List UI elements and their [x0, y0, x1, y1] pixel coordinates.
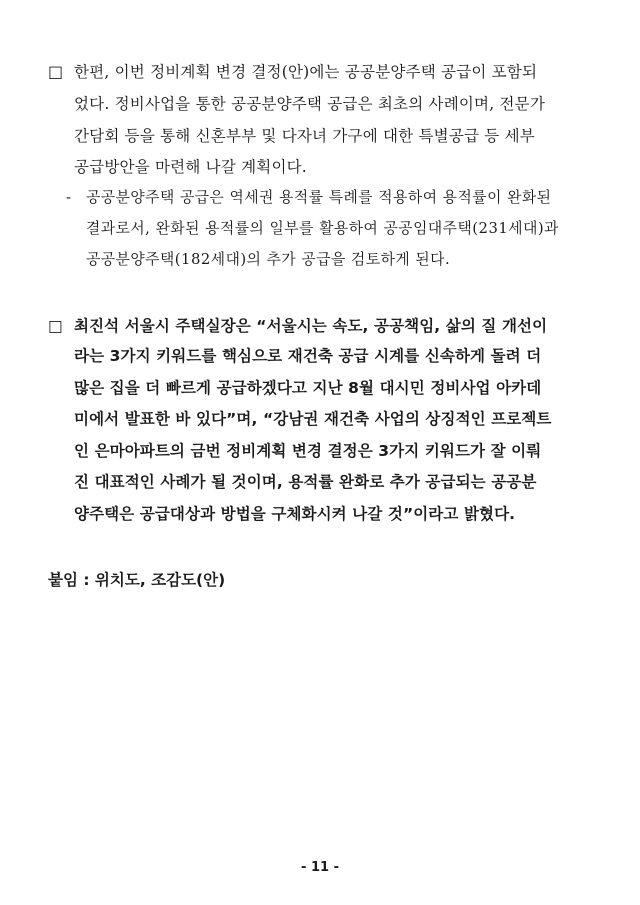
quote-line: 인 은마아파트의 금번 정비계획 변경 결정은 3가지 키워드가 잘 이뤄: [74, 442, 542, 460]
subitem-line: 공공분양주택(182세대)의 추가 공급을 검토하게 된다.: [86, 251, 451, 268]
paragraph-bullet: □: [48, 317, 63, 335]
paragraph-line: 었다. 정비사업을 통한 공공분양주택 공급은 최초의 사례이며, 전문가: [74, 95, 545, 113]
subitem-line: 공공분양주택 공급은 역세권 용적률 특례를 적용하여 용적률이 완화된: [86, 189, 552, 206]
quote-line: 미에서 발표한 바 있다”며, “강남권 재건축 사업의 상징적인 프로젝트: [74, 410, 552, 428]
attachment-note: 붙임 : 위치도, 조감도(안): [48, 571, 226, 589]
paragraph-line: 한편, 이번 정비계획 변경 결정(안)에는 공공분양주택 공급이 포함되: [74, 63, 538, 81]
quote-line: 라는 3가지 키워드를 핵심으로 재건축 공급 시계를 신속하게 돌려 더: [74, 347, 542, 365]
subitem-dash: -: [66, 189, 72, 206]
subitem-line: 결과로서, 완화된 용적률의 일부를 활용하여 공공임대주택(231세대)과: [86, 220, 559, 237]
quote-line: 많은 집을 더 빠르게 공급하겠다고 지난 8월 대시민 정비사업 아카데: [74, 379, 542, 397]
paragraph-bullet: □: [48, 62, 64, 81]
quote-line: 진 대표적인 사례가 될 것이며, 용적률 완화로 추가 공급되는 공공분: [74, 473, 537, 491]
quote-line: 최진석 서울시 주택실장은 “서울시는 속도, 공공책임, 삶의 질 개선이: [74, 317, 548, 335]
paragraph-line: 간담회 등을 통해 신혼부부 및 다자녀 가구에 대한 특별공급 등 세부: [74, 127, 535, 145]
paragraph-line: 공급방안을 마련해 나갈 계획이다.: [74, 158, 307, 176]
quote-line: 양주택은 공급대상과 방법을 구체화시켜 나갈 것”이라고 밝혔다.: [74, 505, 516, 523]
page-number: - 11 -: [301, 860, 339, 875]
